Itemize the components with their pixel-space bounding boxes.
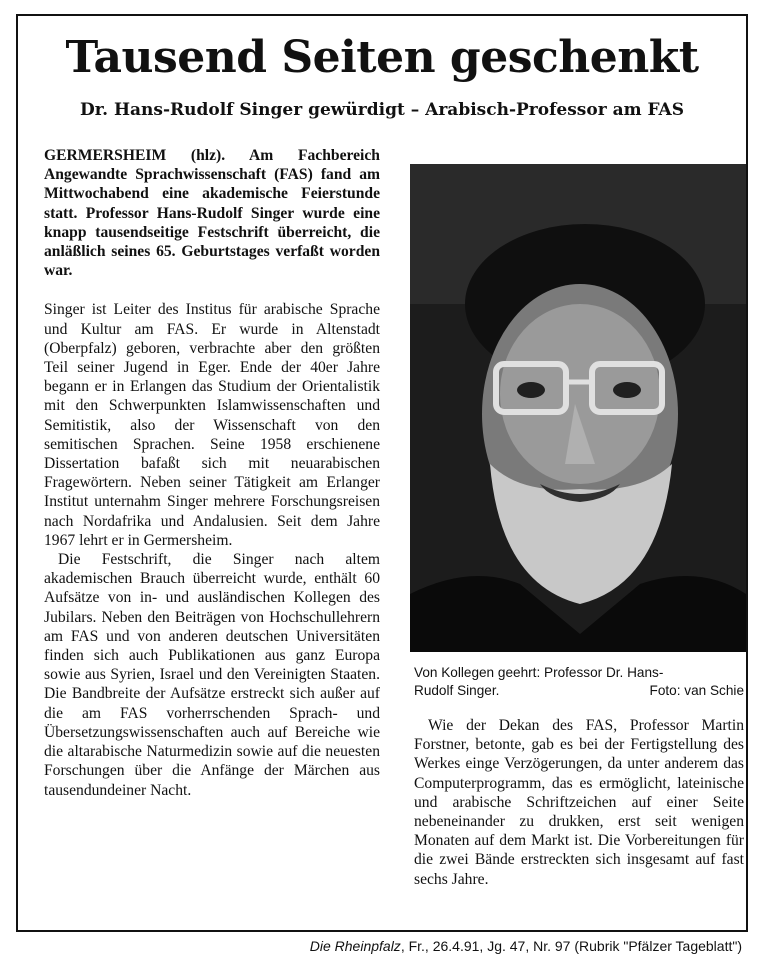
body-paragraph-2: Die Festschrift, die Singer nach altem akademischen Brauch überreicht wurde, enthält 60 Aufsätze von in- und ausländischen Kollegen des Jubilars. Neben den Beiträgen von Hochschullehrern am FAS und von anderen deutschen Universitäten finden sich auch Publikationen aus ganz Europa sowie aus Syrien, Israel und den Vereinigten Staaten. Die Bandbreite der Aufsätze erstreckt sich außer auf die am FAS vorherrschenden Sprach- und Übersetzungswissenschaften auch auf Bereiche wie die altarabische Naturmedizin sowie auf die neuesten Forschungen über die Anfänge der Märchen aus tausendundeiner Nacht. (44, 551, 380, 799)
left-column (44, 146, 380, 800)
photo-caption (414, 664, 744, 700)
article-frame (16, 14, 748, 932)
photo-credit: Foto: van Schie (649, 683, 744, 698)
source-line (310, 938, 742, 954)
portrait-photo (410, 164, 746, 652)
subheadline: Dr. Hans-Rudolf Singer gewürdigt – Arabisch-Professor am FAS (79, 100, 685, 120)
lead-paragraph: GERMERSHEIM (hlz). Am Fachbereich Angewandte Sprachwissenschaft (FAS) fand am Mittwochabend eine akademische Feierstunde statt. Professor Hans-Rudolf Singer wurde eine knapp tausendseitige Festschrift überreicht, die anläßlich seines 65. Geburtstages verfaßt worden war. (44, 147, 380, 280)
body-paragraph-1: Singer ist Leiter des Institus für arabische Sprache und Kultur am FAS. Er wurde in Altenstadt (Oberpfalz) geboren, verbrachte aber den größten Teil seiner Jugend in Eger. Ende der 40er Jahre begann er in Erlangen das Studium der Orientalistik mit den Schwerpunkten Islamwissenschaften und Semitistik, also der Wissenschaft von den semitischen Sprachen. Seine 1958 erschienene Dissertation bafaßt sich mit neuarabischen Fragewörtern. Neben seiner Tätigkeit am Erlanger Institut unternahm Singer mehrere Forschungsreisen nach Nordafrika und Andalusien. Seit dem Jahre 1967 lehrt er in Germersheim. (44, 301, 380, 549)
caption-row-2 (414, 682, 744, 700)
portrait-image (410, 164, 746, 652)
publication-details: , Fr., 26.4.91, Jg. 47, Nr. 97 (Rubrik "Pfälzer Tageblatt") (400, 938, 742, 954)
body-paragraph-3: Wie der Dekan des FAS, Professor Martin Forstner, betonte, gab es bei der Fertigstellung des Werkes einge Verzögerungen, da unter anderem das Computerprogramm, das es ermöglicht, lateinische und arabische Schriftzeichen auf einer Seite nebeneinander zu drukken, erst seit wenigen Monaten auf dem Markt ist. Die Vorbereitungen für die zwei Bände erstreckten sich insgesamt auf fast sechs Jahre. (414, 717, 744, 888)
caption-line-2: Rudolf Singer. (414, 683, 500, 698)
publication-name: Die Rheinpfalz (309, 938, 401, 954)
headline: Tausend Seiten geschenkt (65, 32, 699, 83)
right-column (414, 716, 744, 889)
caption-line-1: Von Kollegen geehrt: Professor Dr. Hans- (414, 665, 664, 680)
